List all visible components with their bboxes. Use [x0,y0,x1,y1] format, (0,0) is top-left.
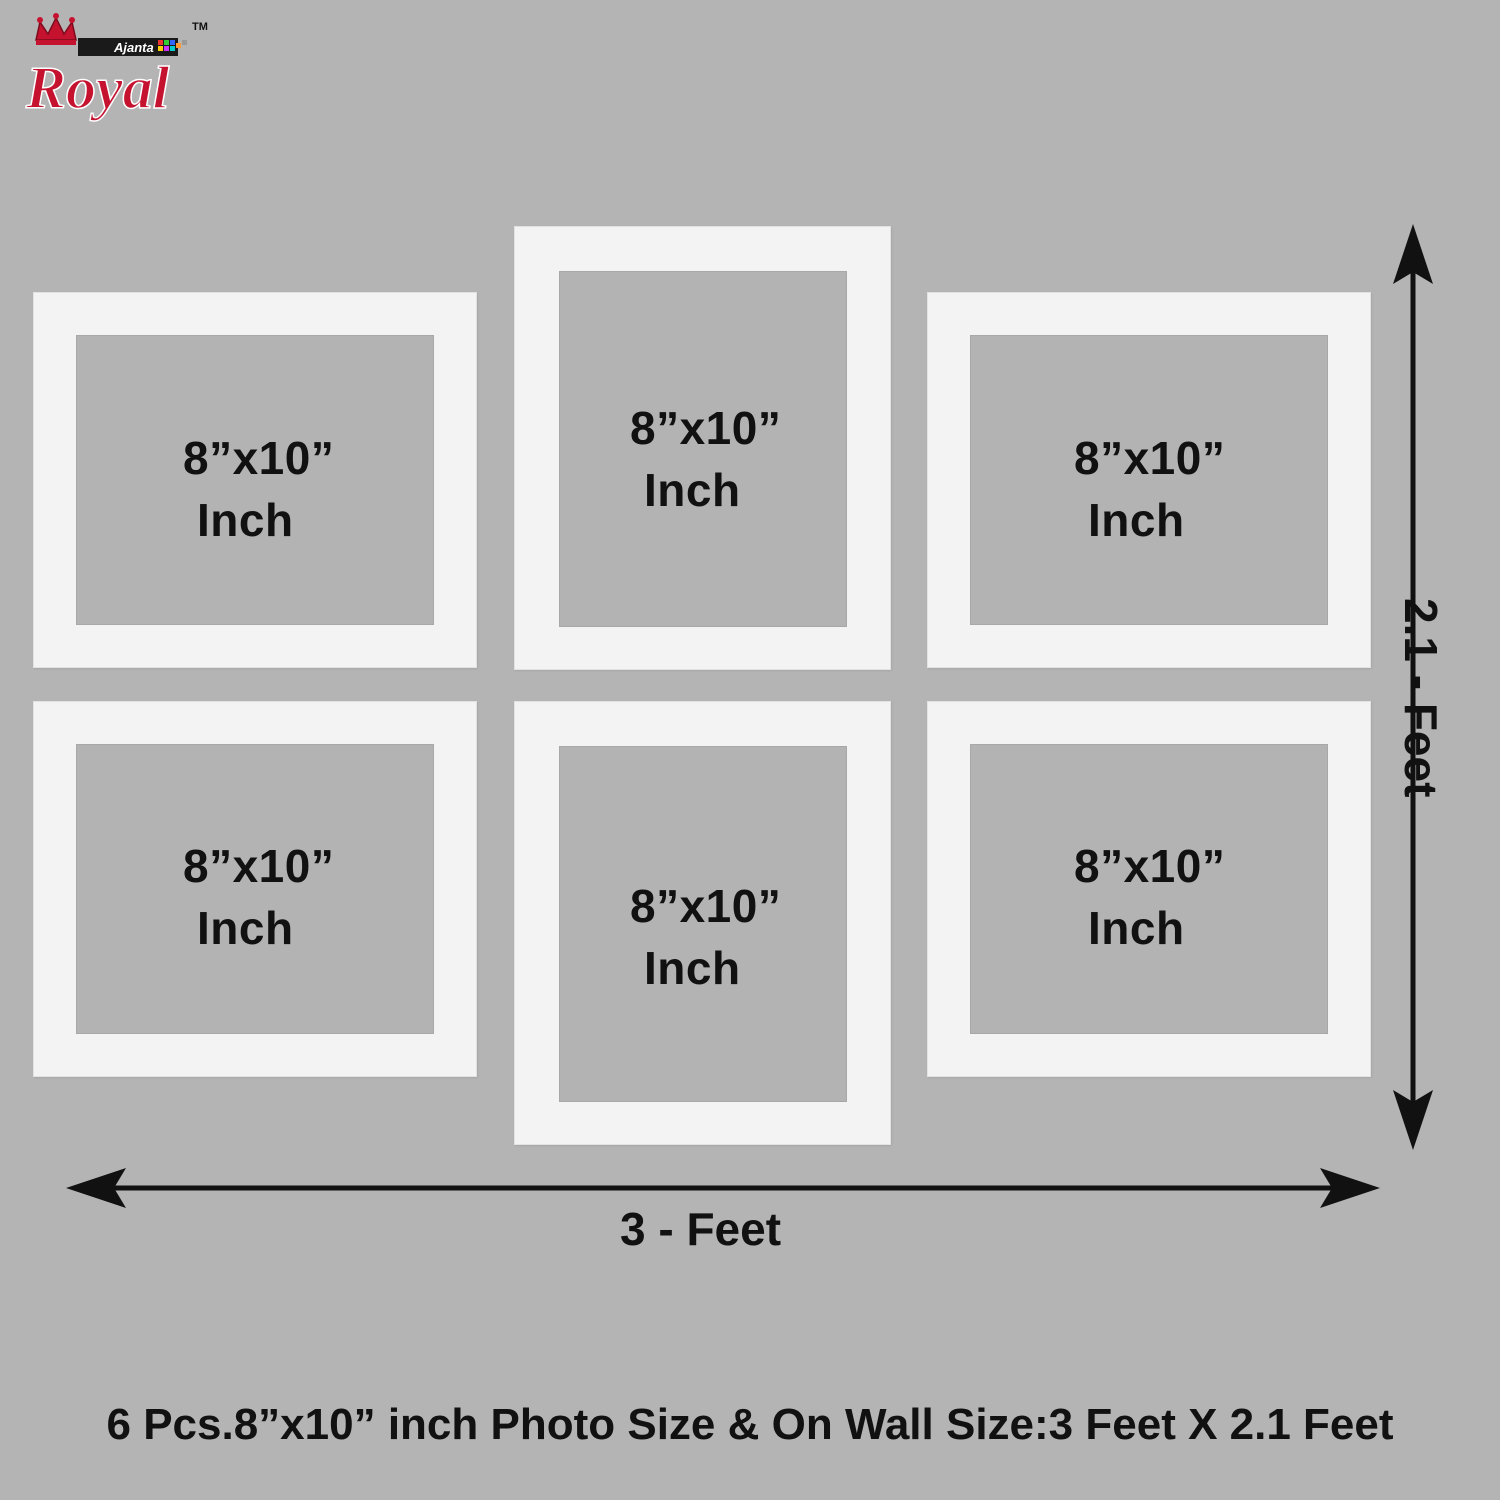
brand-small-text: Ajanta [114,40,154,55]
trademark-mark: TM [192,21,208,33]
frame-6-unit-label: Inch [1088,902,1185,954]
frame-1-unit-label: Inch [197,494,294,546]
frame-3-size-label: 8”x10” [1074,432,1226,484]
width-dimension-label: 3 - Feet [620,1203,782,1255]
frame-6-size-label: 8”x10” [1074,840,1226,892]
frame-2-size-label: 8”x10” [630,402,782,454]
frame-5-size-label: 8”x10” [630,880,782,932]
frame-5-unit-label: Inch [644,942,741,994]
frame-2-unit-label: Inch [644,464,741,516]
frame-4-unit-label: Inch [197,902,294,954]
height-dimension-label: 2.1 - Feet [1395,598,1447,798]
frame-4-size-label: 8”x10” [183,840,335,892]
frame-3-unit-label: Inch [1088,494,1185,546]
product-caption: 6 Pcs.8”x10” inch Photo Size & On Wall Size:3 Feet X 2.1 Feet [106,1400,1394,1449]
frame-1-size-label: 8”x10” [183,432,335,484]
brand-name: Royal [26,55,170,121]
